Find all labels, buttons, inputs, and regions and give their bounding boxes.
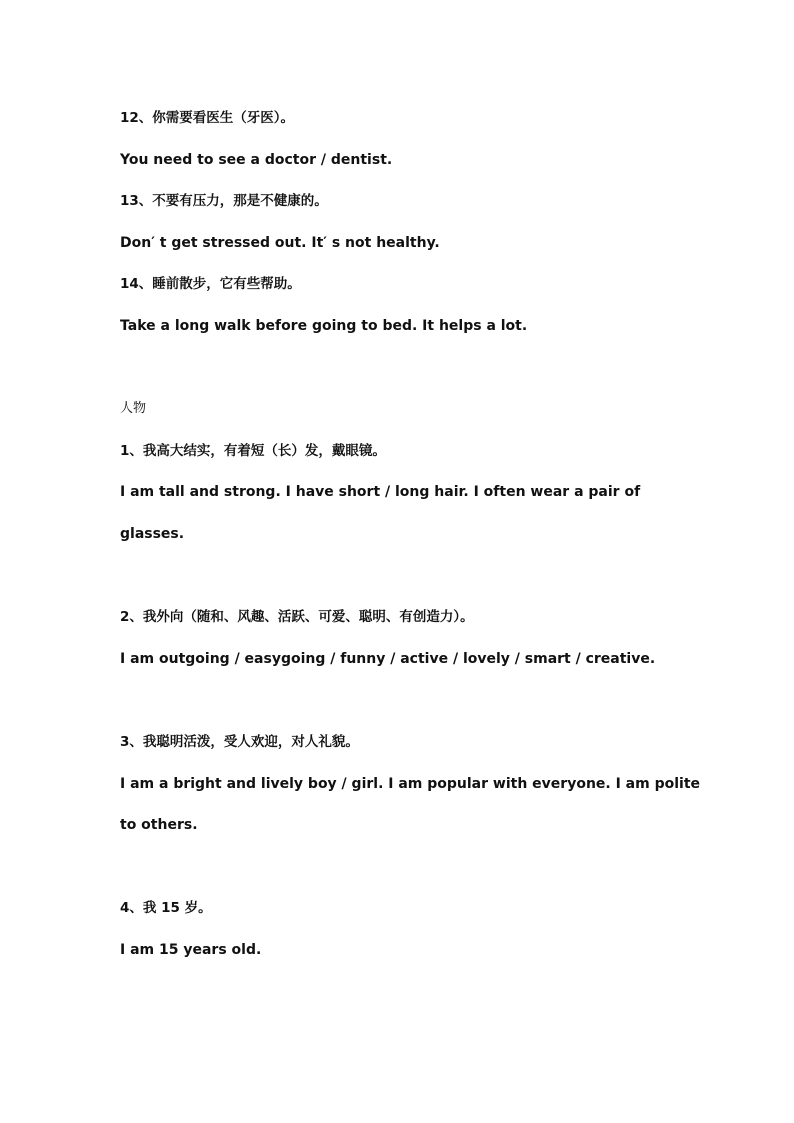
sentence-13-english: Don′ t get stressed out. It′ s not healthy. — [120, 235, 440, 251]
item-3-chinese: 3、我聪明活泼，受人欢迎，对人礼貌。 — [120, 734, 359, 750]
sentence-14-chinese: 14、睡前散步，它有些帮助。 — [120, 276, 301, 292]
item-2-chinese: 2、我外向（随和、风趣、活跃、可爱、聪明、有创造力）。 — [120, 609, 474, 625]
sentence-12-chinese: 12、你需要看医生（牙医）。 — [120, 110, 295, 126]
sentence-13-chinese: 13、不要有压力，那是不健康的。 — [120, 193, 328, 209]
item-1-english-line-1: I am tall and strong. I have short / long hair. I often wear a pair of — [120, 484, 641, 500]
item-3-english-line-2: to others. — [120, 817, 198, 833]
item-4-english: I am 15 years old. — [120, 942, 262, 958]
item-2-english: I am outgoing / easygoing / funny / active / lovely / smart / creative. — [120, 651, 656, 667]
item-4-chinese: 4、我 15 岁。 — [120, 900, 212, 916]
item-1-chinese: 1、我高大结实，有着短（长）发，戴眼镜。 — [120, 443, 386, 459]
sentence-12-english: You need to see a doctor / dentist. — [120, 152, 393, 168]
item-3-english-line-1: I am a bright and lively boy / girl. I am popular with everyone. I am polite — [120, 776, 701, 792]
sentence-14-english: Take a long walk before going to bed. It helps a lot. — [120, 318, 528, 334]
item-1-english-line-2: glasses. — [120, 526, 185, 542]
section-heading: 人物 — [120, 401, 147, 416]
